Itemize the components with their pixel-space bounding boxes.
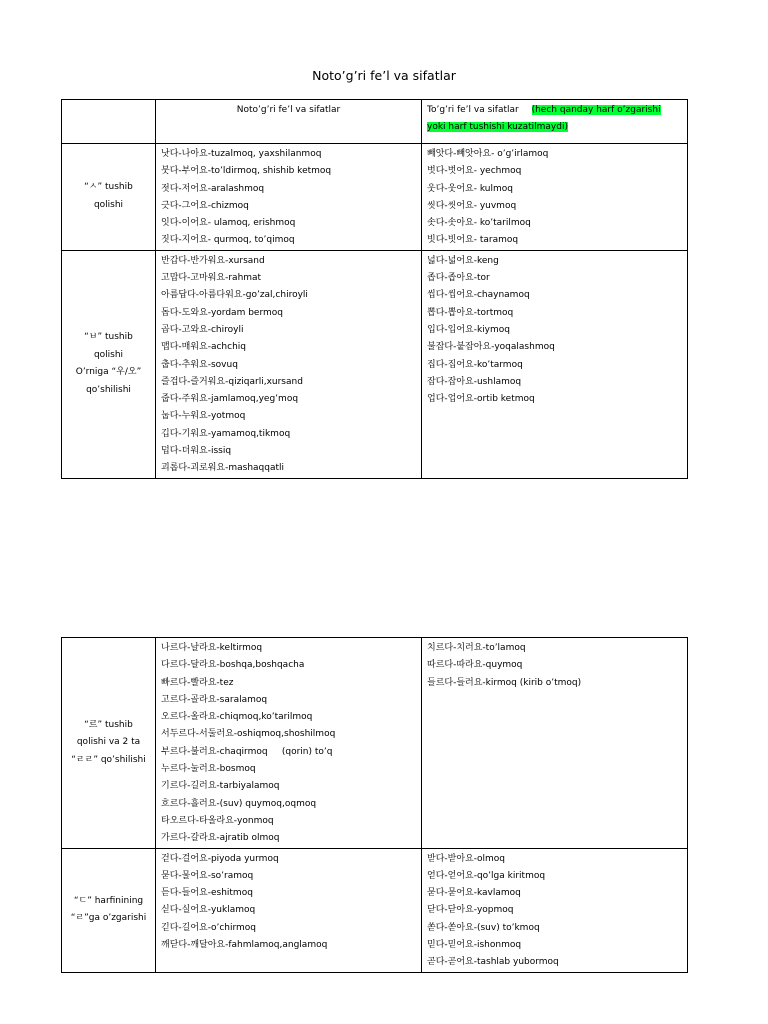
category-text: qo’shilishi: [86, 384, 131, 395]
list-item: 긷다-길어요-o’chirmoq: [161, 922, 257, 933]
list-item: 뽑다-뽑아요-tortmoq: [427, 307, 514, 318]
list-item: 누르다-눌러요-bosmoq: [161, 764, 256, 775]
list-item: 깨닫다-깨달아요-fahmlamoq,anglamoq: [161, 940, 328, 951]
list-item: 맵다-매워요-achchiq: [161, 342, 246, 353]
list-item: 괴롭다-괴로워요-mashaqqatli: [161, 463, 285, 474]
table-header-row: [62, 100, 688, 144]
list-item: 깁다-기워요-yamamoq,tikmoq: [161, 428, 291, 439]
list-item: 빼앗다-빼앗아요- o’g’irlamoq: [427, 149, 549, 159]
list-item: 듣다-들어요-eshitmoq: [161, 888, 253, 899]
list-item: 빗다-빗어요- taramoq: [427, 235, 519, 246]
list-item: 짓다-지어요- qurmoq, to’qimoq: [161, 235, 295, 246]
list-item: 잇다-이어요- ulamoq, erishmoq: [161, 218, 296, 229]
list-item: 고르다-골라요-saralamoq: [161, 694, 268, 705]
regular-list: [422, 250, 688, 478]
table-row: [62, 638, 688, 849]
list-item: 춥다-추워요-sovuq: [161, 359, 238, 370]
header-regular-label: To’g’ri fe’l va sifatlar: [427, 105, 519, 115]
category-text: O’rniga “우/오”: [75, 367, 142, 378]
list-item: 가르다-갈라요-ajratib olmoq: [161, 833, 280, 844]
irregular-list: [156, 144, 422, 251]
list-item: 곱다-고와요-chiroyli: [161, 324, 244, 335]
list-item: 따르다-따라요-quymoq: [427, 660, 523, 671]
regular-list: [422, 144, 688, 251]
category-text: “ㄹㄹ” qo’shilishi: [71, 754, 146, 765]
page-title: Noto’g’ri fe’l va sifatlar: [312, 68, 456, 83]
list-item: 닫다-닫아요-yopmoq: [427, 905, 514, 916]
table-row: [62, 848, 688, 972]
table-row: [62, 144, 688, 251]
list-item: 묻다-물어요-so’ramoq: [161, 870, 254, 881]
category-text: “ㅂ” tushib: [84, 332, 133, 343]
list-item: 좁다-좁아요-tor: [427, 273, 490, 284]
irregular-verbs-table-2: [61, 637, 688, 973]
list-item: 반갑다-반가워요-xursand: [161, 255, 265, 266]
list-item: 집다-집어요-ko’tarmoq: [427, 359, 523, 370]
list-item: 씻다-씻어요- yuvmoq: [427, 200, 517, 211]
list-item: 받다-받아요-olmoq: [427, 853, 505, 864]
list-item: 넓다-넓어요-keng: [427, 255, 499, 266]
list-item: 업다-업어요-ortib ketmoq: [427, 394, 535, 405]
category-cell: [62, 638, 156, 849]
list-item: 벗다-벗어요- yechmoq: [427, 166, 522, 177]
header-regular: [422, 100, 688, 144]
category-cell: [62, 250, 156, 478]
list-item: 얻다-얻어요-qo’lga kiritmoq: [427, 870, 546, 881]
list-item: 줍다-주워요-jamlamoq,yeg’moq: [161, 394, 299, 405]
list-item: 긋다-그어요-chizmoq: [161, 200, 249, 211]
regular-list: [422, 638, 688, 849]
category-text: “르” tushib: [84, 719, 133, 730]
list-item: 들르다-들러요-kirmoq (kirib o’tmoq): [427, 677, 582, 688]
list-item: 불잡다-붙잡아요-yoqalashmoq: [427, 342, 555, 353]
list-item: 다르다-달라요-boshqa,boshqacha: [161, 660, 305, 671]
list-item: 걷다-걸어요-piyoda yurmoq: [161, 853, 279, 864]
header-irregular: Noto’g’ri fe’l va sifatlar: [156, 100, 422, 144]
list-item: 빠르다-빨라요-tez: [161, 677, 234, 688]
irregular-list: [156, 250, 422, 478]
category-cell: [62, 848, 156, 972]
list-item: 나르다-날라요-keltirmoq: [161, 643, 263, 653]
list-item: 고맙다-고마워요-rahmat: [161, 273, 262, 284]
list-item: 붓다-부어요-to’ldirmoq, shishib ketmoq: [161, 166, 332, 177]
regular-list: [422, 848, 688, 972]
header-regular-note-b: yoki harf tushishi kuzatilmaydi): [427, 122, 568, 133]
list-item: 즐겁다-즐거워요-qiziqarli,xursand: [161, 376, 303, 387]
category-text: “ㄷ” harfinining: [73, 895, 144, 906]
list-item: 쏟다-쏟아요-(suv) to’kmoq: [427, 922, 540, 933]
list-item: 치르다-치러요-to’lamoq: [427, 643, 526, 653]
list-item: 곧다-곧어요-tashlab yubormoq: [427, 957, 559, 968]
list-item: 싣다-실어요-yuklamoq: [161, 905, 256, 916]
table-row: [62, 250, 688, 478]
list-item: 솟다-솟아요- ko’tarilmoq: [427, 218, 531, 229]
category-text: qolishi va 2 ta: [76, 737, 141, 748]
irregular-list: [156, 638, 422, 849]
category-text: qolishi: [93, 199, 124, 210]
list-item: 덥다-더워요-issiq: [161, 446, 232, 457]
list-item: 서두르다-서둘러요-oshiqmoq,shoshilmoq: [161, 729, 336, 740]
header-regular-note-a: (hech qanday harf o’zgarishi: [531, 105, 661, 115]
list-item: 기르다-길러요-tarbiyalamoq: [161, 781, 280, 792]
category-text: qolishi: [93, 349, 124, 360]
list-item: 흐르다-흘러요-(suv) quymoq,oqmoq: [161, 798, 317, 809]
list-item: 웃다-웃어요- kulmoq: [427, 183, 513, 194]
category-cell: [62, 144, 156, 251]
list-item: 낫다-나아요-tuzalmoq, yaxshilanmoq: [161, 149, 322, 159]
list-item: 타오르다-타올라요-yonmoq: [161, 815, 274, 826]
list-item: 돕다-도와요-yordam bermoq: [161, 307, 283, 318]
list-item: 묻다-묻어요-kavlamoq: [427, 888, 521, 899]
header-empty-cell: [62, 100, 156, 144]
list-item: 아름답다-아름다워요-go’zal,chiroyli: [161, 290, 308, 301]
list-item: 부르다-불러요-chaqirmoq (qorin) to’q: [161, 746, 333, 757]
irregular-verbs-table-1: [61, 99, 688, 479]
list-item: 눕다-누워요-yotmoq: [161, 411, 246, 422]
category-text: “ㅅ” tushib: [84, 182, 133, 193]
list-item: 젓다-저어요-aralashmoq: [161, 183, 265, 194]
list-item: 씹다-씹어요-chaynamoq: [427, 290, 530, 301]
list-item: 믿다-믿어요-ishonmoq: [427, 940, 522, 951]
list-item: 오르다-올라요-chiqmoq,ko’tarilmoq: [161, 712, 313, 723]
category-text: “ㄹ”ga o’zgarishi: [70, 913, 147, 924]
list-item: 입다-입어요-kiymoq: [427, 324, 510, 335]
list-item: 잡다-잡아요-ushlamoq: [427, 376, 522, 387]
irregular-list: [156, 848, 422, 972]
